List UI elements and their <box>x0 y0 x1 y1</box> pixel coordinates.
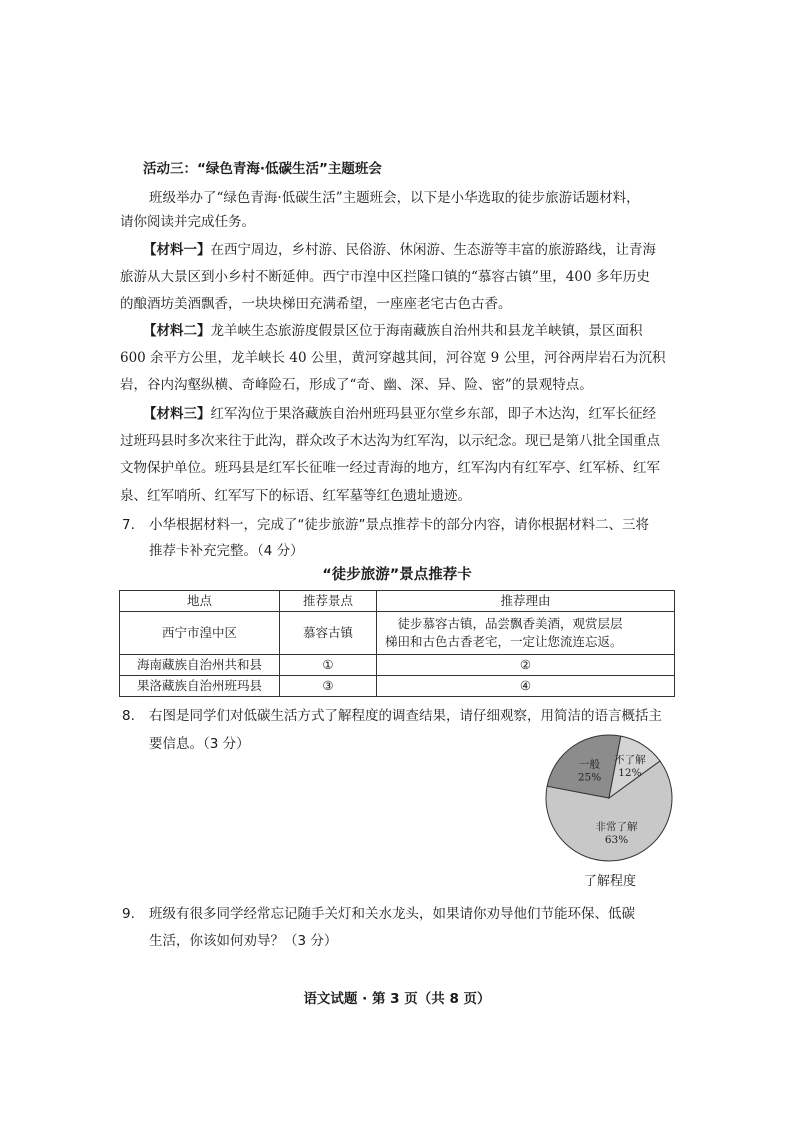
row3-reason-blank[interactable]: ④ <box>377 676 675 697</box>
material3-text-1: 红军沟位于果洛藏族自治州班玛县亚尔堂乡东部，即子木达沟，红军长征经 <box>210 406 656 422</box>
material1-text-3: 的酿酒坊美酒飘香，一块块梯田充满希望，一座座老宅古色古香。 <box>120 296 512 312</box>
row2-spot-blank[interactable]: ① <box>280 655 377 676</box>
intro-line-2: 请你阅读并完成任务。 <box>120 214 255 230</box>
material3-text-4: 泉、红军哨所、红军写下的标语、红军墓等红色遗址遗迹。 <box>120 488 471 504</box>
q8-number: 8. <box>122 708 135 724</box>
material2-text-1: 龙羊峡生态旅游度假景区位于海南藏族自治州共和县龙羊峡镇，景区面积 <box>210 323 643 339</box>
header-place: 地点 <box>120 591 280 612</box>
q8-text-2: 要信息。（3 分） <box>149 736 250 752</box>
table-row <box>120 655 675 676</box>
q9-text-2: 生活，你该如何劝导？（3 分） <box>149 933 338 949</box>
q7-text-2: 推荐卡补充完整。（4 分） <box>149 543 304 559</box>
recommendation-card-table <box>119 590 675 697</box>
table-row <box>120 612 675 655</box>
row1-reason-line-1: 徒步慕容古镇，品尝飘香美酒，观赏层层 <box>385 616 623 631</box>
q7-text-1: 小华根据材料一，完成了“徒步旅游”景点推荐卡的部分内容，请你根据材料二、三将 <box>149 517 649 533</box>
row1-reason-line-2: 梯田和古色古香老宅，一定让您流连忘返。 <box>385 634 623 649</box>
q9-text-1: 班级有很多同学经常忘记随手关灯和关水龙头，如果请你劝导他们节能环保、低碳 <box>149 906 635 922</box>
material2-text-3: 岩，谷内沟壑纵横、奇峰险石，形成了“奇、幽、深、异、险、密”的景观特点。 <box>120 377 593 393</box>
material1-first-line <box>143 239 656 261</box>
q9-number: 9. <box>122 906 135 922</box>
pie-value-2: 12% <box>618 767 642 780</box>
material1-label: 【材料一】 <box>143 242 211 258</box>
material1-text-1: 在西宁周边，乡村游、民俗游、休闲游、生态游等丰富的旅游路线，让青海 <box>210 242 656 258</box>
material1-text-2: 旅游从大景区到小乡村不断延伸。西宁市湟中区拦隆口镇的“慕容古镇”里，400 多年历史 <box>120 269 650 285</box>
table-header-row <box>120 591 675 612</box>
pie-label-2: 不了解 <box>614 754 646 767</box>
pie-label-0: 非常了解 <box>595 820 638 833</box>
row2-place: 海南藏族自治州共和县 <box>120 655 280 676</box>
q7-number: 7. <box>122 517 135 533</box>
page-footer: 语文试题 · 第 3 页（共 8 页） <box>303 991 491 1007</box>
q8-text-1: 右图是同学们对低碳生活方式了解程度的调查结果，请仔细观察，用简洁的语言概括主 <box>149 708 662 724</box>
pie-caption: 了解程度 <box>583 874 636 889</box>
material3-text-2: 过班玛县时多次来往于此沟，群众改子木达沟为红军沟，以示纪念。现已是第八批全国重点 <box>120 433 660 449</box>
table-row <box>120 676 675 697</box>
row3-place: 果洛藏族自治州班玛县 <box>120 676 280 697</box>
header-reason: 推荐理由 <box>377 591 675 612</box>
pie-label-1: 一般 <box>579 758 601 771</box>
material2-text-2: 600 余平方公里，龙羊峡长 40 公里，黄河穿越其间，河谷宽 9 公里，河谷两岸岩石为沉积 <box>120 350 666 366</box>
card-title: “徒步旅游”景点推荐卡 <box>322 567 472 583</box>
pie-value-0: 63% <box>604 833 629 846</box>
row1-reason <box>377 612 675 655</box>
pie-chart-svg <box>540 728 680 868</box>
header-spot: 推荐景点 <box>280 591 377 612</box>
intro-line-1: 班级举办了“绿色青海·低碳生活”主题班会，以下是小华选取的徒步旅游话题材料， <box>149 190 640 206</box>
pie-chart <box>540 728 680 888</box>
row2-reason-blank[interactable]: ② <box>377 655 675 676</box>
activity-heading: 活动三：“绿色青海·低碳生活”主题班会 <box>143 161 382 177</box>
material3-text-3: 文物保护单位。班玛县是红军长征唯一经过青海的地方，红军沟内有红军亭、红军桥、红军 <box>120 460 660 476</box>
material2-first-line <box>143 320 643 342</box>
material3-first-line <box>143 403 656 425</box>
material2-label: 【材料二】 <box>143 323 211 339</box>
row3-spot-blank[interactable]: ③ <box>280 676 377 697</box>
row1-place: 西宁市湟中区 <box>120 612 280 655</box>
row1-spot: 慕容古镇 <box>280 612 377 655</box>
pie-value-1: 25% <box>577 771 602 784</box>
material3-label: 【材料三】 <box>143 406 211 422</box>
